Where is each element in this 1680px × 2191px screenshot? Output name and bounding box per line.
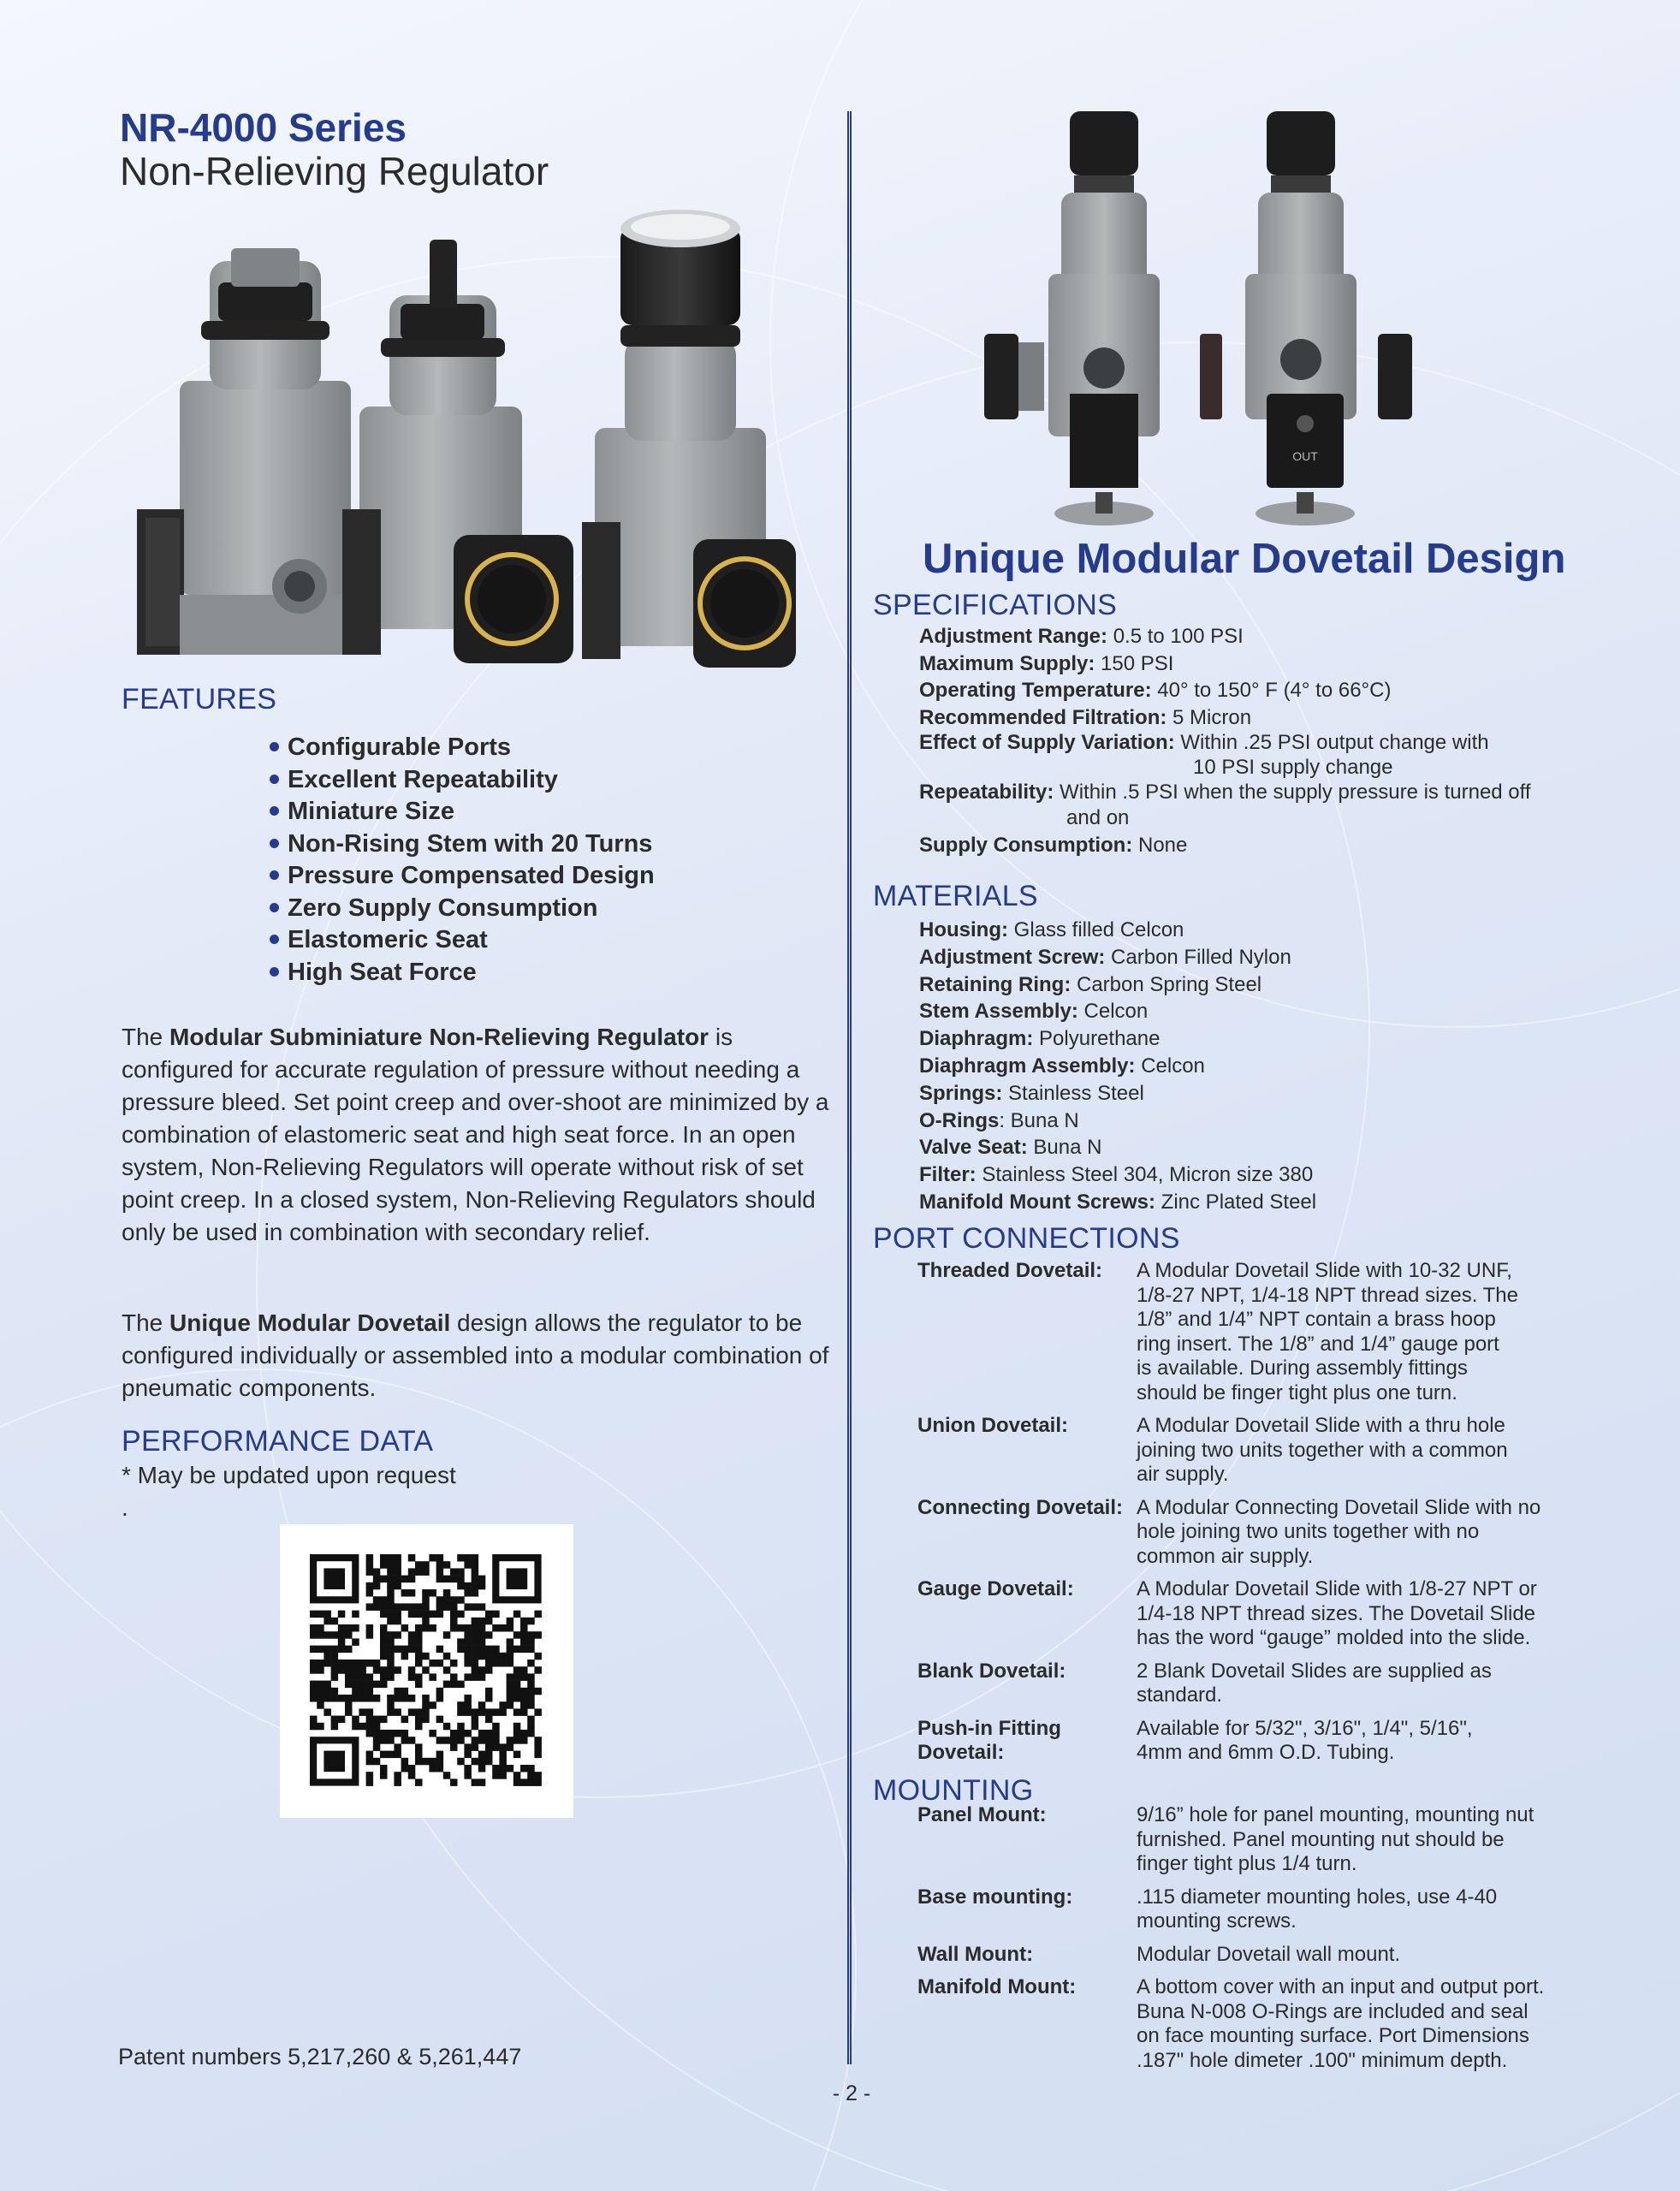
list-item: Pressure Compensated Design — [270, 860, 655, 893]
ports-label: Threaded Dovetail: — [917, 1259, 1103, 1282]
performance-heading: PERFORMANCE DATA — [122, 1425, 434, 1458]
ports-label: Connecting Dovetail: — [917, 1495, 1124, 1519]
regulators-photo — [128, 201, 796, 680]
page-number: - 2 - — [832, 2081, 871, 2105]
regulator-unit-3 — [582, 210, 796, 668]
ports-text: A Modular Dovetail Slide with 10-32 UNF, 1/8-27 NPT, 1/4-18 NPT thread sizes. The 1/8” and 1/4” NPT contain a brass hoop ring insert. The 1/8” and 1/4” gauge port is available. During assembly fittings should be finger tight plus one turn. — [1137, 1259, 1519, 1404]
dovetail-assembly-photo — [976, 103, 1438, 539]
material-row: Filter: Stainless Steel 304, Micron size 380 — [919, 1163, 1314, 1187]
performance-dot: . — [122, 1494, 128, 1521]
spec-row: Supply Consumption: None — [919, 834, 1188, 857]
mounting-row — [917, 1885, 1602, 1934]
mounting-row — [917, 1975, 1602, 2073]
regulator-unit-right — [1245, 111, 1412, 525]
ports-row — [917, 1259, 1602, 1405]
material-row: Stem Assembly: Celcon — [919, 1000, 1149, 1024]
material-row: Diaphragm Assembly: Celcon — [919, 1054, 1205, 1078]
spec-row: Recommended Filtration: 5 Micron — [919, 705, 1252, 729]
mounting-heading: MOUNTING — [873, 1774, 1034, 1807]
bullet-icon — [270, 775, 279, 784]
spec-row: Adjustment Range: 0.5 to 100 PSI — [919, 625, 1244, 648]
ports-text: 2 Blank Dovetail Slides are supplied as standard. — [1137, 1659, 1492, 1707]
material-row: Springs: Stainless Steel — [919, 1081, 1144, 1105]
spec-row: Operating Temperature: 40° to 150° F (4° to 66°C) — [919, 679, 1392, 702]
ports-text: Available for 5/32", 3/16", 1/4", 5/16", 4mm and 6mm O.D. Tubing. — [1137, 1716, 1473, 1764]
spec-row: Maximum Supply: 150 PSI — [919, 651, 1174, 675]
regulator-unit-2 — [342, 240, 573, 663]
port-out-label: OUT — [1292, 449, 1318, 463]
regulator-unit-left — [984, 111, 1160, 525]
bullet-icon — [270, 935, 279, 944]
materials-heading: MATERIALS — [873, 880, 1038, 912]
features-heading: FEATURES — [122, 683, 277, 715]
bullet-icon — [270, 903, 279, 912]
list-item: High Seat Force — [270, 957, 655, 989]
mounting-label: Wall Mount: — [917, 1942, 1034, 1966]
product-title: Non-Relieving Regulator — [120, 149, 549, 193]
mounting-text: Modular Dovetail wall mount. — [1137, 1942, 1401, 1966]
specifications-list — [919, 623, 1621, 859]
ports-row — [917, 1414, 1602, 1487]
port-connections-list — [917, 1259, 1602, 1766]
series-title: NR-4000 Series — [120, 105, 407, 150]
mounting-list — [917, 1803, 1602, 2073]
mounting-text: .115 diameter mounting holes, use 4-40 mounting screws. — [1137, 1885, 1498, 1933]
list-item: Non-Rising Stem with 20 Turns — [270, 828, 655, 861]
ports-text: A Modular Dovetail Slide with a thru hole joining two units together with a common air supply. — [1137, 1414, 1508, 1486]
mounting-text: 9/16” hole for panel mounting, mounting nut furnished. Panel mounting nut should be finger tight plus 1/4 turn. — [1137, 1803, 1535, 1875]
mounting-label: Panel Mount: — [917, 1803, 1047, 1826]
mounting-row — [917, 1943, 1602, 1968]
material-row: O-Rings: Buna N — [919, 1108, 1079, 1132]
specifications-heading: SPECIFICATIONS — [873, 589, 1118, 621]
list-item: Zero Supply Consumption — [270, 893, 655, 925]
port-connections-heading: PORT CONNECTIONS — [873, 1222, 1180, 1255]
mounting-label: Manifold Mount: — [917, 1975, 1077, 1998]
spec-row-continued: and on — [1066, 806, 1130, 829]
material-row: Valve Seat: Buna N — [919, 1136, 1102, 1160]
material-row: Adjustment Screw: Carbon Filled Nylon — [919, 945, 1291, 969]
material-row: Manifold Mount Screws: Zinc Plated Steel — [919, 1190, 1317, 1214]
ports-label: Blank Dovetail: — [917, 1659, 1066, 1683]
bullet-icon — [270, 806, 279, 816]
features-list — [270, 732, 655, 989]
spec-row-continued: 10 PSI supply change — [1193, 756, 1393, 779]
description-paragraph-2: The Unique Modular Dovetail design allows the regulator to be configured individually or assembled into a modular combination of pneumatic components. — [122, 1309, 829, 1401]
ports-label: Gauge Dovetail: — [917, 1577, 1074, 1600]
ports-text: A Modular Connecting Dovetail Slide with no hole joining two units together with no common air supply. — [1137, 1495, 1541, 1568]
ports-label: Union Dovetail: — [917, 1414, 1069, 1437]
ports-text: A Modular Dovetail Slide with 1/8-27 NPT or 1/4-18 NPT thread sizes. The Dovetail Slide has the word “gauge” molded into the slide. — [1137, 1577, 1537, 1649]
regulator-unit-1 — [137, 248, 351, 655]
description-paragraph-1: The Modular Subminiature Non-Relieving Regulator is configured for accurate regulation of pressure without needing a pressure bleed. Set point creep and over-shoot are minimized by a combination of elastomeric seat and high seat force. In an open system, Non-Relieving Regulators will operate without risk of set point creep. In a closed system, Non-Relieving Regulators should only be used in combination with secondary relief. — [122, 1024, 829, 1245]
ports-row — [917, 1660, 1602, 1708]
dovetail-slide — [1200, 334, 1222, 419]
spec-row: Repeatability: Within .5 PSI when the supply pressure is turned off — [919, 781, 1531, 804]
ports-label: Push-in Fitting Dovetail: — [917, 1716, 1061, 1764]
ports-row — [917, 1577, 1602, 1651]
list-item: Excellent Repeatability — [270, 764, 655, 797]
patent-numbers: Patent numbers 5,217,260 & 5,261,447 — [118, 2044, 522, 2069]
materials-list — [919, 917, 1621, 1216]
bullet-icon — [270, 967, 279, 977]
material-row: Retaining Ring: Carbon Spring Steel — [919, 972, 1262, 996]
list-item: Configurable Ports — [270, 732, 655, 764]
qr-code[interactable] — [280, 1524, 573, 1818]
list-item: Elastomeric Seat — [270, 924, 655, 957]
mounting-label: Base mounting: — [917, 1885, 1073, 1909]
material-row: Housing: Glass filled Celcon — [919, 918, 1184, 941]
bullet-icon — [270, 839, 279, 848]
mounting-row — [917, 1803, 1602, 1877]
column-divider — [847, 111, 852, 2064]
list-item: Miniature Size — [270, 796, 655, 828]
spec-row: Effect of Supply Variation: Within .25 PSI output change with — [919, 731, 1489, 754]
bullet-icon — [270, 870, 279, 880]
ports-row — [917, 1717, 1602, 1766]
design-title: Unique Modular Dovetail Design — [923, 536, 1566, 582]
performance-note: * May be updated upon request — [122, 1462, 456, 1488]
ports-row — [917, 1496, 1602, 1570]
material-row: Diaphragm: Polyurethane — [919, 1027, 1161, 1051]
qr-code-image — [280, 1524, 573, 1818]
bullet-icon — [270, 742, 279, 751]
mounting-text: A bottom cover with an input and output port. Buna N-008 O-Rings are included and seal on face mounting surface. Port Dimensions .187" hole dimeter .100" minimum depth. — [1137, 1975, 1545, 2072]
